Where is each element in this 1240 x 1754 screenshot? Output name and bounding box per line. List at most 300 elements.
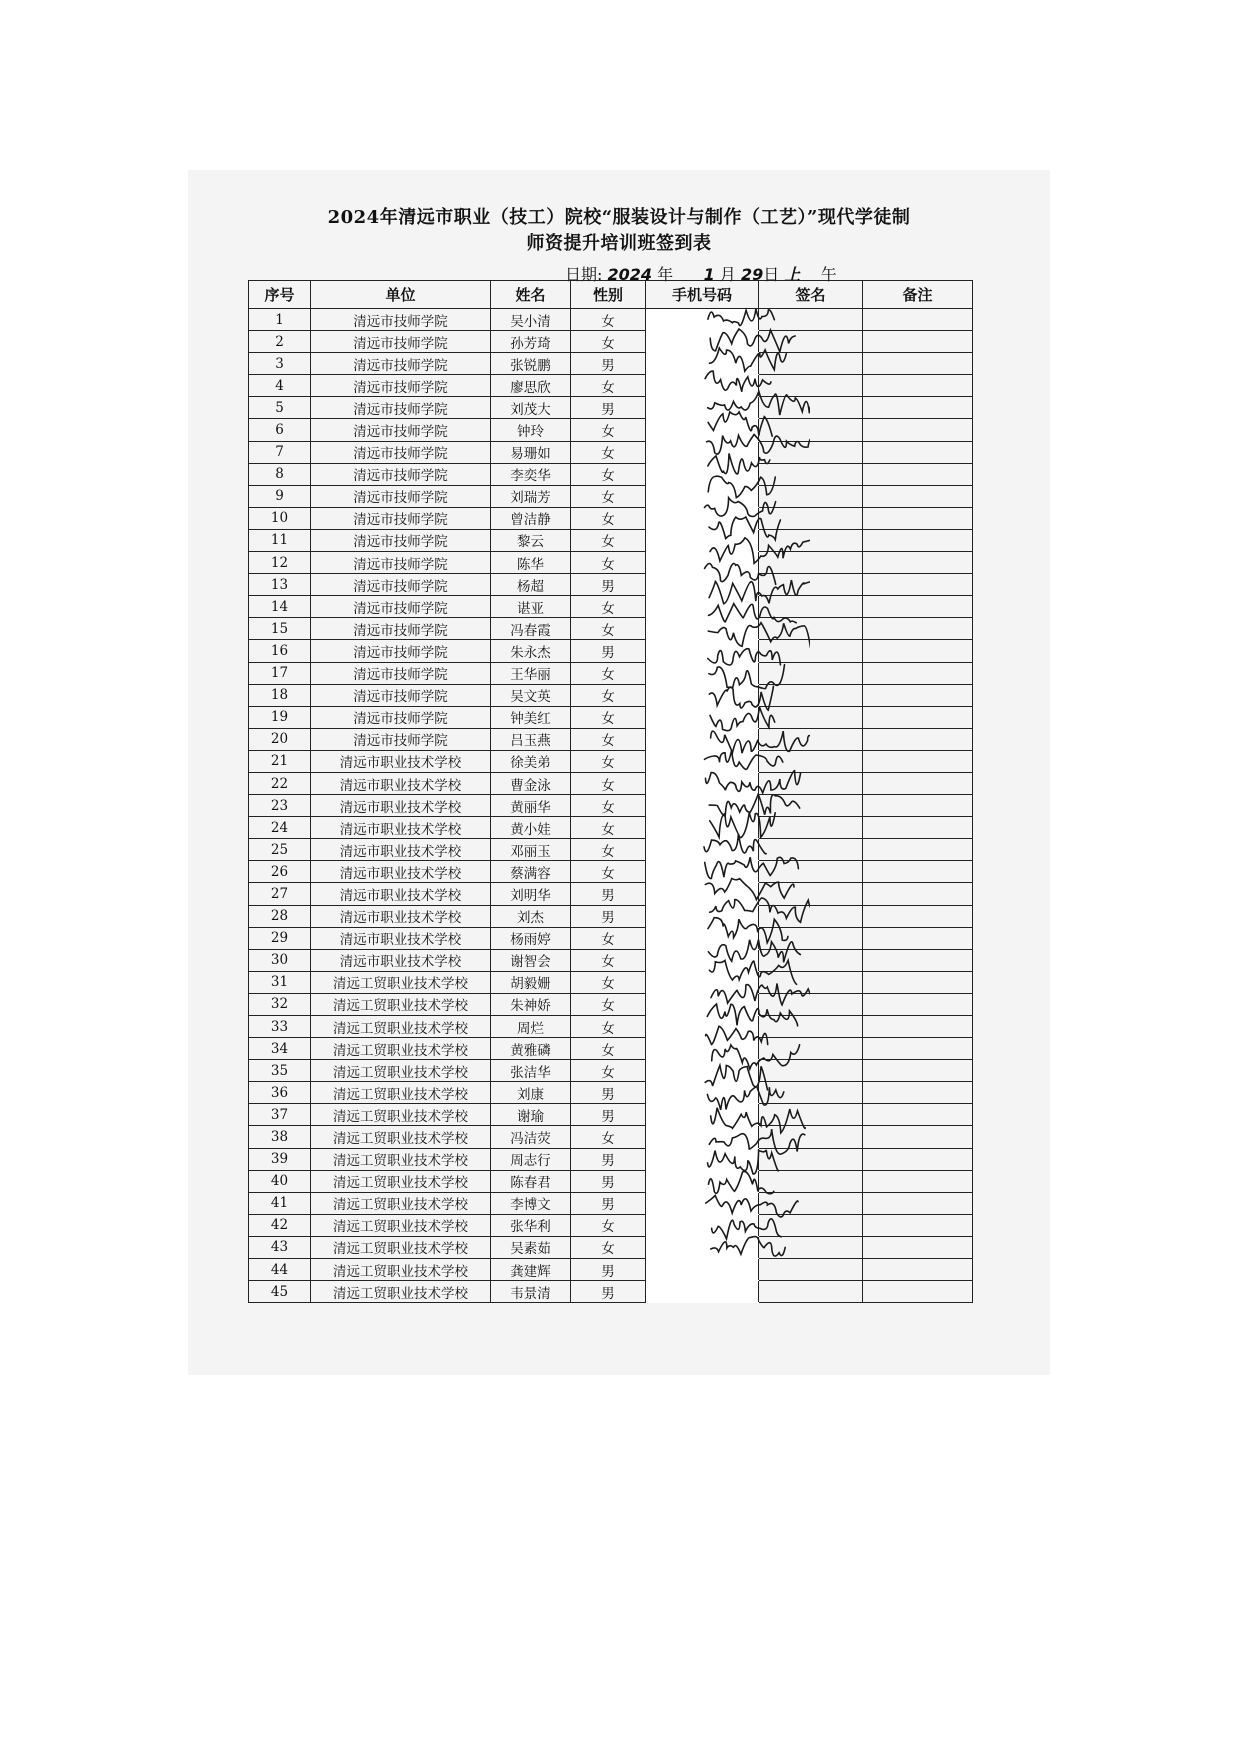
table-row bbox=[249, 463, 973, 485]
cell-no: 36 bbox=[249, 1082, 311, 1104]
cell-name: 周志行 bbox=[491, 1148, 571, 1170]
cell-name: 张华利 bbox=[491, 1214, 571, 1236]
cell-phone bbox=[646, 397, 759, 419]
cell-no: 5 bbox=[249, 397, 311, 419]
cell-signature bbox=[759, 485, 863, 507]
cell-unit: 清远市职业技术学校 bbox=[311, 817, 491, 839]
table-row bbox=[249, 949, 973, 971]
cell-phone bbox=[646, 596, 759, 618]
cell-no: 12 bbox=[249, 552, 311, 574]
cell-phone bbox=[646, 1082, 759, 1104]
cell-name: 张锐鹏 bbox=[491, 353, 571, 375]
cell-gender: 女 bbox=[571, 795, 646, 817]
cell-no: 43 bbox=[249, 1236, 311, 1258]
cell-name: 杨超 bbox=[491, 574, 571, 596]
cell-gender: 女 bbox=[571, 529, 646, 551]
cell-remarks bbox=[863, 706, 973, 728]
cell-name: 杨雨婷 bbox=[491, 927, 571, 949]
cell-phone bbox=[646, 1104, 759, 1126]
cell-remarks bbox=[863, 1148, 973, 1170]
cell-unit: 清远工贸职业技术学校 bbox=[311, 1148, 491, 1170]
cell-remarks bbox=[863, 397, 973, 419]
table-row bbox=[249, 706, 973, 728]
date-month-handwritten: 1 bbox=[703, 265, 715, 284]
cell-remarks bbox=[863, 1281, 973, 1303]
cell-gender: 男 bbox=[571, 1104, 646, 1126]
cell-remarks bbox=[863, 529, 973, 551]
cell-signature bbox=[759, 993, 863, 1015]
cell-remarks bbox=[863, 640, 973, 662]
cell-name: 曹金泳 bbox=[491, 772, 571, 794]
cell-phone bbox=[646, 772, 759, 794]
cell-name: 陈春君 bbox=[491, 1170, 571, 1192]
cell-signature bbox=[759, 353, 863, 375]
cell-remarks bbox=[863, 817, 973, 839]
cell-gender: 女 bbox=[571, 375, 646, 397]
cell-no: 10 bbox=[249, 507, 311, 529]
cell-unit: 清远市职业技术学校 bbox=[311, 839, 491, 861]
cell-remarks bbox=[863, 331, 973, 353]
cell-remarks bbox=[863, 596, 973, 618]
cell-unit: 清远市技师学院 bbox=[311, 441, 491, 463]
cell-signature bbox=[759, 905, 863, 927]
header-no: 序号 bbox=[249, 281, 311, 309]
cell-gender: 男 bbox=[571, 397, 646, 419]
cell-gender: 男 bbox=[571, 1192, 646, 1214]
cell-unit: 清远市职业技术学校 bbox=[311, 905, 491, 927]
cell-unit: 清远市职业技术学校 bbox=[311, 795, 491, 817]
table-row bbox=[249, 772, 973, 794]
cell-unit: 清远市技师学院 bbox=[311, 507, 491, 529]
header-name: 姓名 bbox=[491, 281, 571, 309]
cell-signature bbox=[759, 397, 863, 419]
cell-phone bbox=[646, 927, 759, 949]
cell-unit: 清远工贸职业技术学校 bbox=[311, 971, 491, 993]
cell-remarks bbox=[863, 1016, 973, 1038]
cell-unit: 清远市技师学院 bbox=[311, 662, 491, 684]
cell-name: 冯洁荧 bbox=[491, 1126, 571, 1148]
cell-name: 钟玲 bbox=[491, 419, 571, 441]
cell-phone bbox=[646, 795, 759, 817]
date-month-label: 月 bbox=[719, 265, 736, 284]
cell-name: 刘杰 bbox=[491, 905, 571, 927]
cell-remarks bbox=[863, 618, 973, 640]
cell-remarks bbox=[863, 883, 973, 905]
table-row bbox=[249, 485, 973, 507]
cell-signature bbox=[759, 883, 863, 905]
cell-phone bbox=[646, 529, 759, 551]
cell-signature bbox=[759, 1148, 863, 1170]
cell-no: 37 bbox=[249, 1104, 311, 1126]
cell-gender: 女 bbox=[571, 331, 646, 353]
cell-gender: 男 bbox=[571, 574, 646, 596]
cell-name: 龚建辉 bbox=[491, 1259, 571, 1281]
header-signature: 签名 bbox=[759, 281, 863, 309]
table-row bbox=[249, 574, 973, 596]
cell-phone bbox=[646, 861, 759, 883]
cell-no: 15 bbox=[249, 618, 311, 640]
cell-gender: 男 bbox=[571, 1082, 646, 1104]
table-row bbox=[249, 1126, 973, 1148]
cell-phone bbox=[646, 331, 759, 353]
cell-signature bbox=[759, 618, 863, 640]
cell-unit: 清远工贸职业技术学校 bbox=[311, 1281, 491, 1303]
table-row bbox=[249, 397, 973, 419]
cell-name: 朱神娇 bbox=[491, 993, 571, 1015]
table-row bbox=[249, 1038, 973, 1060]
cell-no: 39 bbox=[249, 1148, 311, 1170]
table-row bbox=[249, 441, 973, 463]
cell-gender: 女 bbox=[571, 1126, 646, 1148]
cell-unit: 清远市技师学院 bbox=[311, 463, 491, 485]
cell-unit: 清远市技师学院 bbox=[311, 552, 491, 574]
table-row bbox=[249, 1259, 973, 1281]
cell-no: 9 bbox=[249, 485, 311, 507]
cell-remarks bbox=[863, 993, 973, 1015]
cell-gender: 女 bbox=[571, 861, 646, 883]
cell-unit: 清远工贸职业技术学校 bbox=[311, 1214, 491, 1236]
table-row bbox=[249, 728, 973, 750]
cell-signature bbox=[759, 419, 863, 441]
cell-phone bbox=[646, 1259, 759, 1281]
cell-signature bbox=[759, 861, 863, 883]
cell-name: 蔡满容 bbox=[491, 861, 571, 883]
cell-unit: 清远工贸职业技术学校 bbox=[311, 1104, 491, 1126]
cell-signature bbox=[759, 507, 863, 529]
cell-remarks bbox=[863, 772, 973, 794]
cell-remarks bbox=[863, 1082, 973, 1104]
header-phone: 手机号码 bbox=[646, 281, 759, 309]
cell-gender: 女 bbox=[571, 463, 646, 485]
cell-phone bbox=[646, 552, 759, 574]
cell-remarks bbox=[863, 353, 973, 375]
cell-phone bbox=[646, 574, 759, 596]
cell-gender: 男 bbox=[571, 640, 646, 662]
cell-gender: 女 bbox=[571, 618, 646, 640]
cell-signature bbox=[759, 309, 863, 331]
table-row bbox=[249, 1082, 973, 1104]
cell-signature bbox=[759, 596, 863, 618]
cell-remarks bbox=[863, 309, 973, 331]
cell-gender: 男 bbox=[571, 1170, 646, 1192]
cell-phone bbox=[646, 971, 759, 993]
table-row bbox=[249, 419, 973, 441]
cell-name: 黄小娃 bbox=[491, 817, 571, 839]
cell-remarks bbox=[863, 1236, 973, 1258]
cell-remarks bbox=[863, 419, 973, 441]
cell-name: 刘瑞芳 bbox=[491, 485, 571, 507]
table-row bbox=[249, 552, 973, 574]
table-row bbox=[249, 1060, 973, 1082]
cell-gender: 男 bbox=[571, 353, 646, 375]
cell-remarks bbox=[863, 795, 973, 817]
table-row bbox=[249, 309, 973, 331]
cell-phone bbox=[646, 1192, 759, 1214]
cell-signature bbox=[759, 971, 863, 993]
cell-name: 刘茂大 bbox=[491, 397, 571, 419]
table-row bbox=[249, 1104, 973, 1126]
table-row bbox=[249, 331, 973, 353]
date-period-handwritten: 上 bbox=[784, 265, 801, 284]
cell-unit: 清远市技师学院 bbox=[311, 574, 491, 596]
cell-no: 22 bbox=[249, 772, 311, 794]
cell-name: 韦景清 bbox=[491, 1281, 571, 1303]
cell-name: 谢瑜 bbox=[491, 1104, 571, 1126]
cell-unit: 清远市职业技术学校 bbox=[311, 883, 491, 905]
cell-gender: 男 bbox=[571, 1281, 646, 1303]
cell-remarks bbox=[863, 839, 973, 861]
cell-name: 钟美红 bbox=[491, 706, 571, 728]
table-row bbox=[249, 596, 973, 618]
cell-phone bbox=[646, 1281, 759, 1303]
cell-phone bbox=[646, 309, 759, 331]
cell-remarks bbox=[863, 1060, 973, 1082]
cell-remarks bbox=[863, 552, 973, 574]
cell-phone bbox=[646, 817, 759, 839]
cell-name: 黎云 bbox=[491, 529, 571, 551]
cell-unit: 清远市技师学院 bbox=[311, 353, 491, 375]
cell-gender: 女 bbox=[571, 728, 646, 750]
table-header-row bbox=[249, 281, 973, 309]
cell-signature bbox=[759, 684, 863, 706]
cell-unit: 清远市技师学院 bbox=[311, 618, 491, 640]
cell-unit: 清远工贸职业技术学校 bbox=[311, 1016, 491, 1038]
cell-phone bbox=[646, 463, 759, 485]
cell-no: 17 bbox=[249, 662, 311, 684]
cell-name: 徐美弟 bbox=[491, 750, 571, 772]
cell-signature bbox=[759, 1192, 863, 1214]
cell-signature bbox=[759, 640, 863, 662]
cell-phone bbox=[646, 883, 759, 905]
cell-unit: 清远市职业技术学校 bbox=[311, 861, 491, 883]
cell-remarks bbox=[863, 728, 973, 750]
cell-phone bbox=[646, 993, 759, 1015]
cell-remarks bbox=[863, 375, 973, 397]
cell-no: 44 bbox=[249, 1259, 311, 1281]
cell-no: 2 bbox=[249, 331, 311, 353]
cell-name: 朱永杰 bbox=[491, 640, 571, 662]
cell-no: 30 bbox=[249, 949, 311, 971]
cell-phone bbox=[646, 706, 759, 728]
cell-phone bbox=[646, 728, 759, 750]
cell-unit: 清远市技师学院 bbox=[311, 419, 491, 441]
cell-name: 黄丽华 bbox=[491, 795, 571, 817]
cell-gender: 女 bbox=[571, 596, 646, 618]
cell-remarks bbox=[863, 485, 973, 507]
cell-remarks bbox=[863, 750, 973, 772]
cell-unit: 清远工贸职业技术学校 bbox=[311, 1192, 491, 1214]
cell-signature bbox=[759, 529, 863, 551]
cell-signature bbox=[759, 662, 863, 684]
cell-no: 14 bbox=[249, 596, 311, 618]
table-row bbox=[249, 861, 973, 883]
cell-no: 8 bbox=[249, 463, 311, 485]
cell-name: 王华丽 bbox=[491, 662, 571, 684]
cell-phone bbox=[646, 1148, 759, 1170]
cell-no: 20 bbox=[249, 728, 311, 750]
cell-no: 40 bbox=[249, 1170, 311, 1192]
cell-phone bbox=[646, 662, 759, 684]
table-row bbox=[249, 750, 973, 772]
cell-remarks bbox=[863, 1192, 973, 1214]
cell-unit: 清远工贸职业技术学校 bbox=[311, 993, 491, 1015]
cell-unit: 清远工贸职业技术学校 bbox=[311, 1126, 491, 1148]
cell-unit: 清远工贸职业技术学校 bbox=[311, 1236, 491, 1258]
cell-unit: 清远工贸职业技术学校 bbox=[311, 1082, 491, 1104]
cell-name: 谢智会 bbox=[491, 949, 571, 971]
cell-gender: 女 bbox=[571, 993, 646, 1015]
cell-signature bbox=[759, 331, 863, 353]
cell-remarks bbox=[863, 905, 973, 927]
cell-gender: 女 bbox=[571, 662, 646, 684]
cell-remarks bbox=[863, 662, 973, 684]
cell-unit: 清远市技师学院 bbox=[311, 529, 491, 551]
cell-phone bbox=[646, 1060, 759, 1082]
table-row bbox=[249, 1281, 973, 1303]
cell-no: 33 bbox=[249, 1016, 311, 1038]
cell-phone bbox=[646, 441, 759, 463]
cell-gender: 女 bbox=[571, 552, 646, 574]
table-row bbox=[249, 1192, 973, 1214]
cell-gender: 女 bbox=[571, 1214, 646, 1236]
cell-gender: 女 bbox=[571, 750, 646, 772]
cell-phone bbox=[646, 750, 759, 772]
cell-phone bbox=[646, 375, 759, 397]
table-row bbox=[249, 905, 973, 927]
cell-name: 李奕华 bbox=[491, 463, 571, 485]
cell-signature bbox=[759, 1259, 863, 1281]
cell-unit: 清远市职业技术学校 bbox=[311, 772, 491, 794]
cell-signature bbox=[759, 772, 863, 794]
cell-signature bbox=[759, 1082, 863, 1104]
cell-unit: 清远市技师学院 bbox=[311, 640, 491, 662]
cell-signature bbox=[759, 839, 863, 861]
cell-signature bbox=[759, 817, 863, 839]
cell-no: 24 bbox=[249, 817, 311, 839]
cell-no: 29 bbox=[249, 927, 311, 949]
cell-unit: 清远市技师学院 bbox=[311, 706, 491, 728]
cell-signature bbox=[759, 1214, 863, 1236]
cell-unit: 清远市职业技术学校 bbox=[311, 750, 491, 772]
cell-no: 41 bbox=[249, 1192, 311, 1214]
date-year-handwritten: 2024 bbox=[607, 265, 653, 284]
cell-no: 35 bbox=[249, 1060, 311, 1082]
cell-unit: 清远市技师学院 bbox=[311, 331, 491, 353]
cell-no: 28 bbox=[249, 905, 311, 927]
cell-gender: 女 bbox=[571, 1236, 646, 1258]
cell-remarks bbox=[863, 463, 973, 485]
date-day-handwritten: 29 bbox=[741, 265, 764, 284]
cell-name: 刘明华 bbox=[491, 883, 571, 905]
header-remarks: 备注 bbox=[863, 281, 973, 309]
cell-phone bbox=[646, 353, 759, 375]
cell-signature bbox=[759, 1038, 863, 1060]
cell-signature bbox=[759, 1016, 863, 1038]
cell-name: 孙芳琦 bbox=[491, 331, 571, 353]
cell-name: 吴素茹 bbox=[491, 1236, 571, 1258]
cell-no: 1 bbox=[249, 309, 311, 331]
cell-no: 6 bbox=[249, 419, 311, 441]
cell-gender: 女 bbox=[571, 419, 646, 441]
cell-unit: 清远市技师学院 bbox=[311, 397, 491, 419]
cell-name: 谌亚 bbox=[491, 596, 571, 618]
cell-remarks bbox=[863, 1126, 973, 1148]
cell-phone bbox=[646, 618, 759, 640]
cell-name: 廖思欣 bbox=[491, 375, 571, 397]
cell-unit: 清远市技师学院 bbox=[311, 684, 491, 706]
cell-gender: 男 bbox=[571, 883, 646, 905]
cell-phone bbox=[646, 949, 759, 971]
document-title-line-1: 2024年清远市职业（技工）院校“服装设计与制作（工艺）”现代学徒制 bbox=[327, 207, 911, 228]
cell-signature bbox=[759, 795, 863, 817]
cell-signature bbox=[759, 1126, 863, 1148]
cell-gender: 女 bbox=[571, 927, 646, 949]
cell-no: 19 bbox=[249, 706, 311, 728]
cell-no: 11 bbox=[249, 529, 311, 551]
cell-phone bbox=[646, 1170, 759, 1192]
table-row bbox=[249, 507, 973, 529]
cell-no: 4 bbox=[249, 375, 311, 397]
cell-no: 16 bbox=[249, 640, 311, 662]
cell-name: 吕玉燕 bbox=[491, 728, 571, 750]
cell-name: 陈华 bbox=[491, 552, 571, 574]
sign-in-table bbox=[248, 280, 973, 1303]
cell-signature bbox=[759, 1281, 863, 1303]
cell-gender: 女 bbox=[571, 772, 646, 794]
date-period-label: 午 bbox=[820, 265, 837, 284]
table-row bbox=[249, 883, 973, 905]
table-row bbox=[249, 640, 973, 662]
cell-signature bbox=[759, 552, 863, 574]
date-label: 日期: bbox=[565, 265, 603, 284]
cell-no: 3 bbox=[249, 353, 311, 375]
cell-unit: 清远市技师学院 bbox=[311, 309, 491, 331]
table-row bbox=[249, 1170, 973, 1192]
cell-signature bbox=[759, 1104, 863, 1126]
cell-phone bbox=[646, 1126, 759, 1148]
cell-remarks bbox=[863, 1259, 973, 1281]
cell-unit: 清远工贸职业技术学校 bbox=[311, 1170, 491, 1192]
table-row bbox=[249, 971, 973, 993]
cell-name: 易珊如 bbox=[491, 441, 571, 463]
cell-unit: 清远市技师学院 bbox=[311, 596, 491, 618]
scanned-sheet bbox=[188, 170, 1050, 1375]
cell-signature bbox=[759, 574, 863, 596]
table-row bbox=[249, 529, 973, 551]
cell-remarks bbox=[863, 1038, 973, 1060]
cell-no: 42 bbox=[249, 1214, 311, 1236]
table-row bbox=[249, 1214, 973, 1236]
cell-name: 刘康 bbox=[491, 1082, 571, 1104]
cell-name: 张洁华 bbox=[491, 1060, 571, 1082]
cell-signature bbox=[759, 728, 863, 750]
cell-no: 21 bbox=[249, 750, 311, 772]
cell-phone bbox=[646, 507, 759, 529]
document-title-line-2: 师资提升培训班签到表 bbox=[526, 233, 712, 254]
header-gender: 性别 bbox=[571, 281, 646, 309]
cell-unit: 清远工贸职业技术学校 bbox=[311, 1259, 491, 1281]
cell-signature bbox=[759, 1060, 863, 1082]
cell-remarks bbox=[863, 861, 973, 883]
cell-remarks bbox=[863, 949, 973, 971]
cell-no: 13 bbox=[249, 574, 311, 596]
table-row bbox=[249, 927, 973, 949]
cell-unit: 清远工贸职业技术学校 bbox=[311, 1038, 491, 1060]
cell-gender: 女 bbox=[571, 309, 646, 331]
cell-remarks bbox=[863, 507, 973, 529]
cell-no: 25 bbox=[249, 839, 311, 861]
cell-name: 曾洁静 bbox=[491, 507, 571, 529]
